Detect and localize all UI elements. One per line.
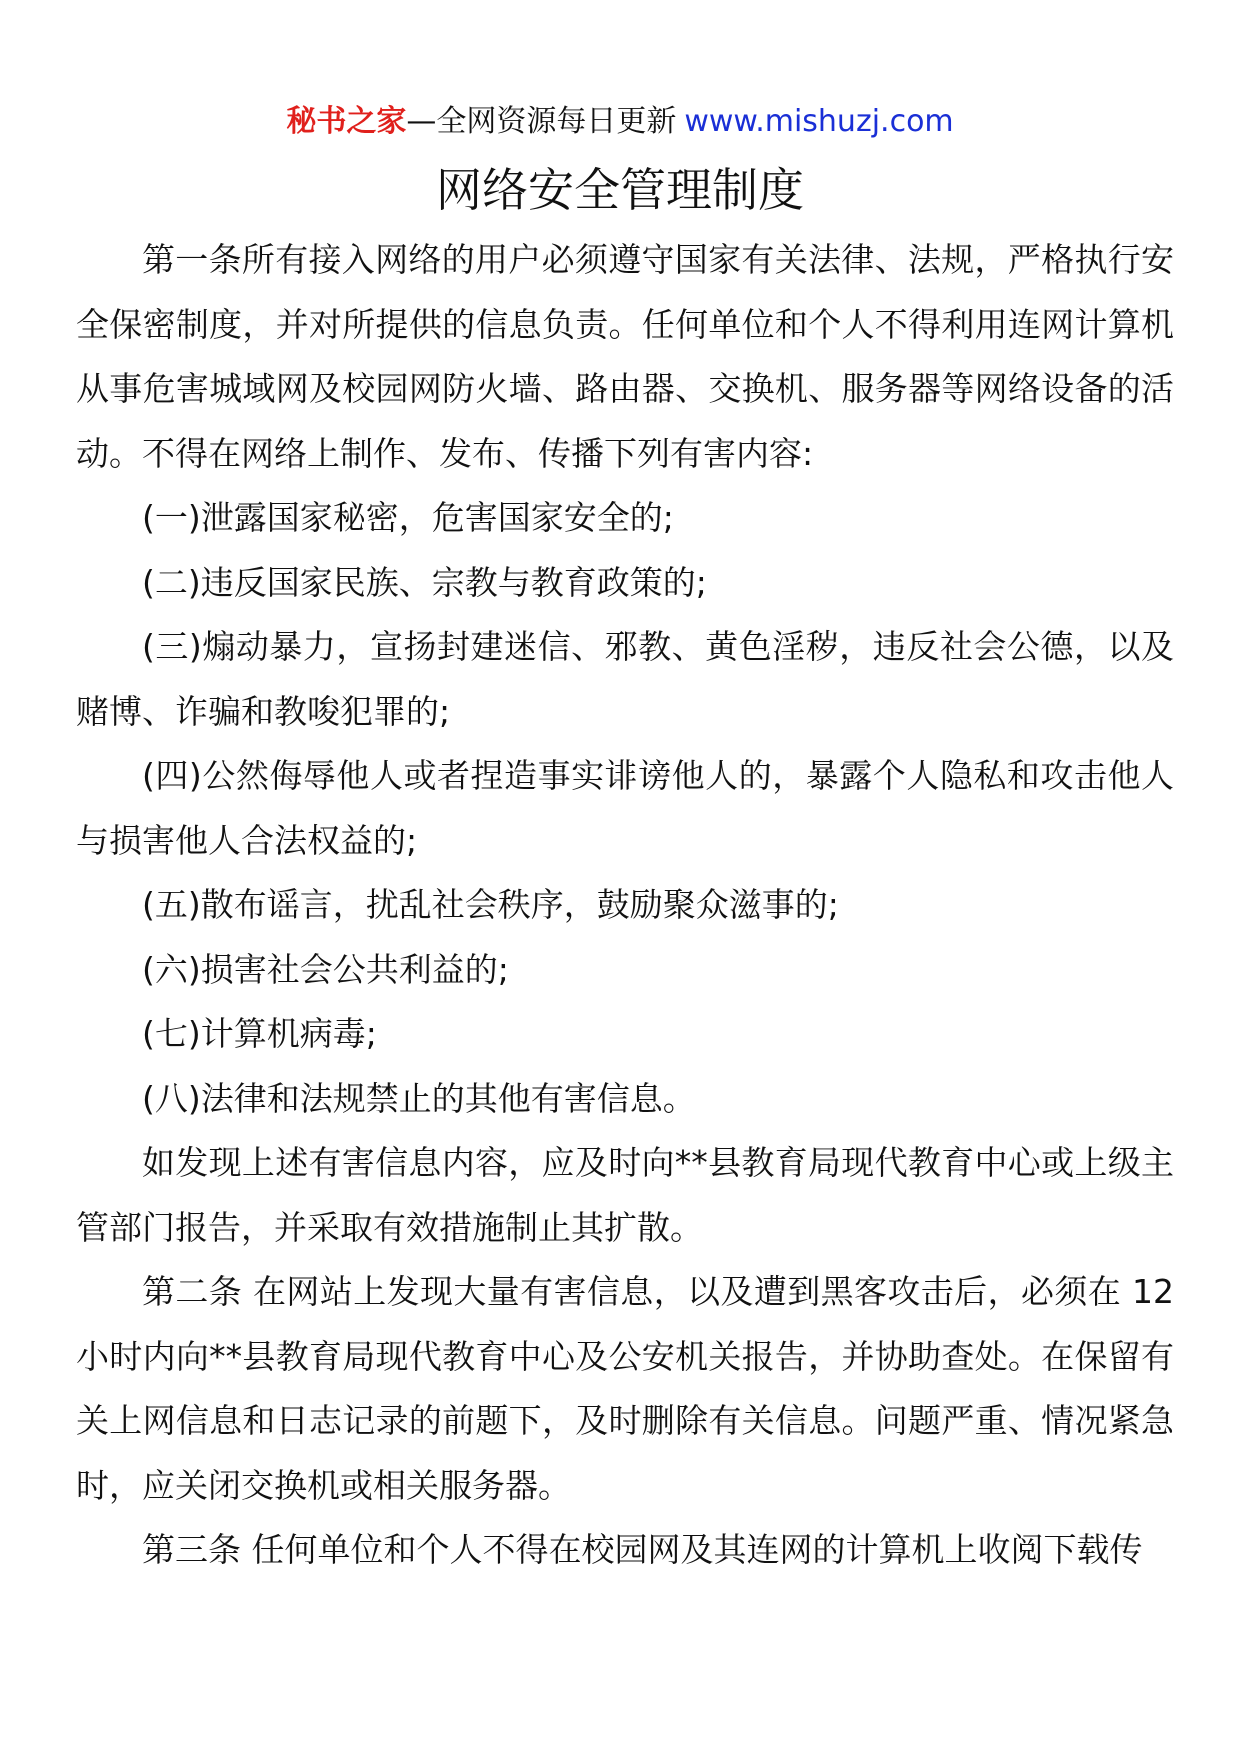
list-item-7: (七)计算机病毒;: [142, 1014, 377, 1053]
paragraph-article-1: 第一条所有接入网络的用户必须遵守国家有关法律、法规，严格执行安全保密制度，并对所提供的信息负责。任何单位和个人不得利用连网计算机从事危害城域网及校园网防火墙、路由器、交换机、服务器等网络设备的活动。不得在网络上制作、发布、传播下列有害内容:: [76, 240, 1174, 473]
list-item-5: (五)散布谣言，扰乱社会秩序，鼓励聚众滋事的;: [142, 885, 839, 924]
list-item-8: (八)法律和法规禁止的其他有害信息。: [142, 1078, 696, 1118]
brand-name: 秘书之家: [286, 104, 407, 139]
paragraph-report-instruction: 如发现上述有害信息内容，应及时向**县教育局现代教育中心或上级主管部门报告，并采取有效措施制止其扩散。: [76, 1143, 1174, 1247]
paragraph-article-3: 第三条 任何单位和个人不得在校园网及其连网的计算机上收阅下载传: [142, 1530, 1143, 1569]
document-body: [76, 228, 1174, 1583]
list-item-1: (一)泄露国家秘密，危害国家安全的;: [142, 498, 674, 537]
list-item-4: (四)公然侮辱他人或者捏造事实诽谤他人的，暴露个人隐私和攻击他人与损害他人合法权益的;: [76, 756, 1174, 860]
list-item-2: (二)违反国家民族、宗教与教育政策的;: [142, 562, 707, 602]
site-tagline: —全网资源每日更新: [406, 104, 677, 139]
site-url-link[interactable]: www.mishuzj.com: [684, 104, 954, 139]
list-item-6: (六)损害社会公共利益的;: [142, 949, 509, 989]
site-header: [0, 100, 1240, 144]
paragraph-article-2: 第二条 在网站上发现大量有害信息，以及遭到黑客攻击后，必须在 12 小时内向**县教育局现代教育中心及公安机关报告，并协助查处。在保留有关上网信息和日志记录的前题下，及时删除有关信息。问题严重、情况紧急时，应关闭交换机或相关服务器。: [76, 1272, 1174, 1505]
document-title: 网络安全管理制度: [436, 163, 804, 217]
list-item-3: (三)煽动暴力，宣扬封建迷信、邪教、黄色淫秽，违反社会公德，以及赌博、诈骗和教唆犯罪的;: [76, 627, 1174, 731]
